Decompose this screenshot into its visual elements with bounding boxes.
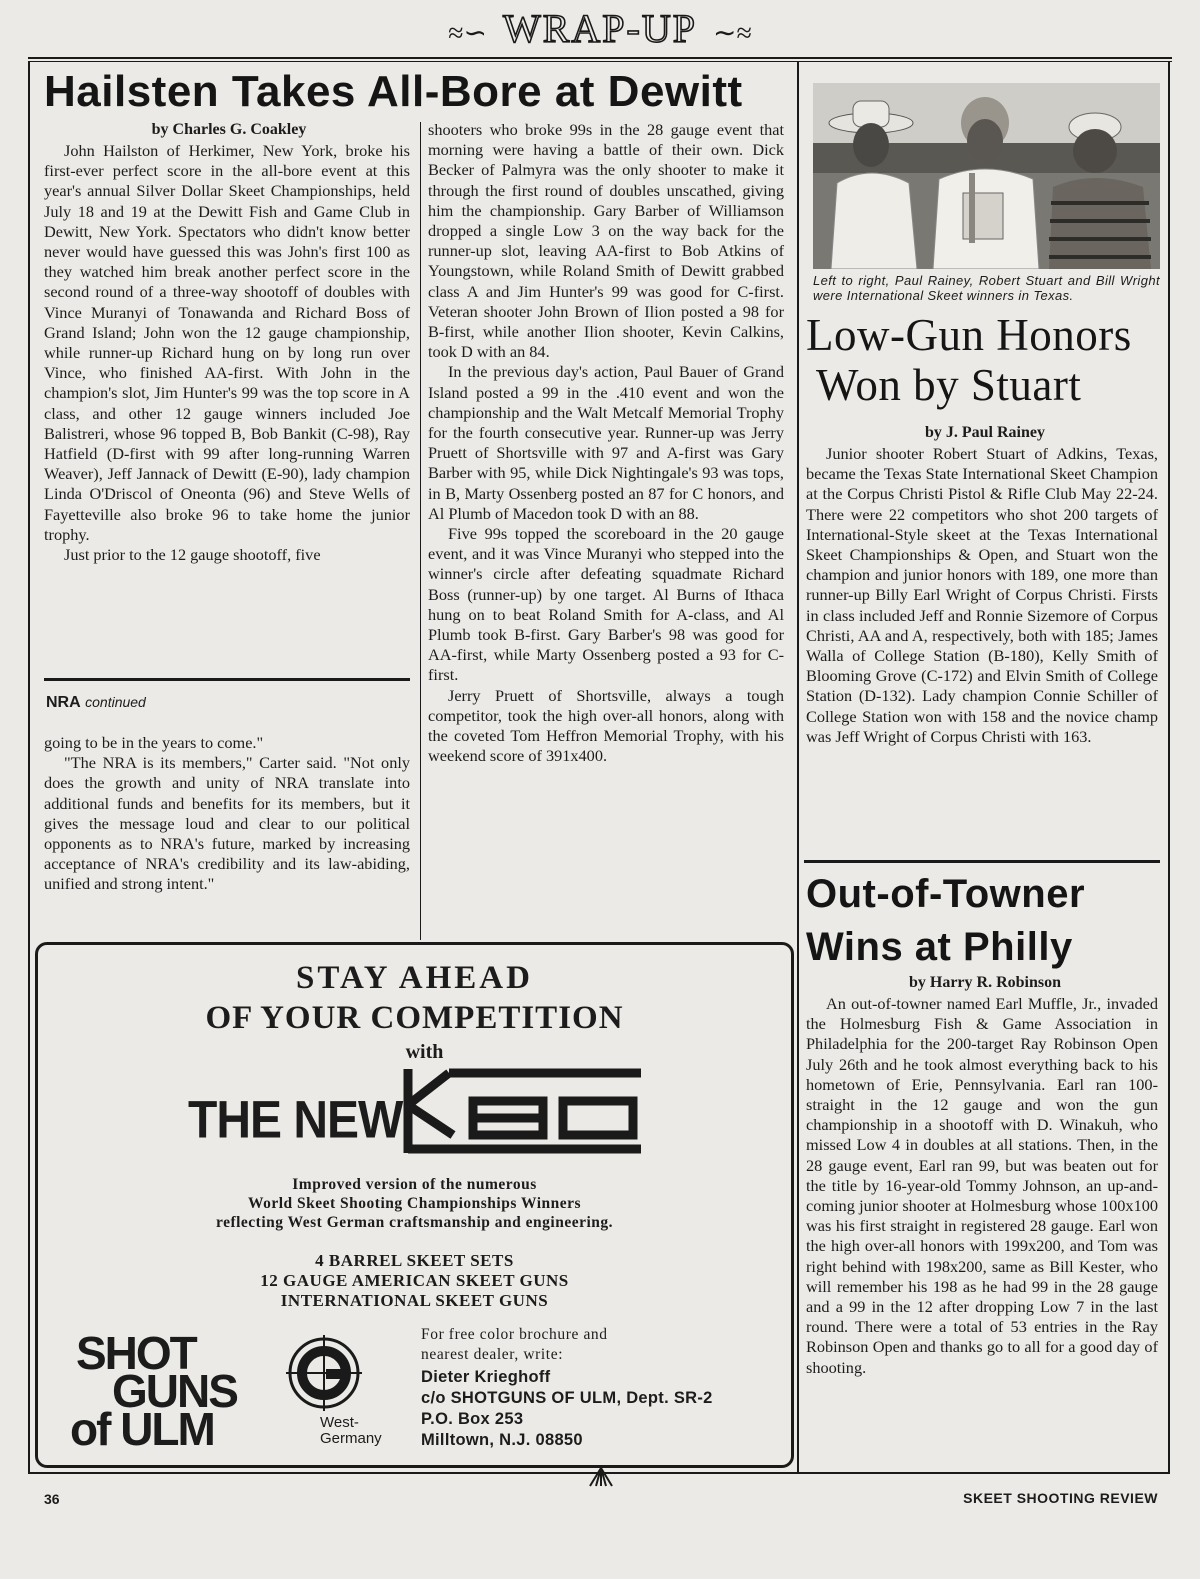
continued-label: continued [85, 694, 146, 710]
paragraph: Jerry Pruett of Shortsville, always a tough competitor, took the high over-all honors, along with the coveted Tom Heffron Memorial Trophy, with his weekend score of 391x400. [428, 685, 784, 766]
k80-logo-icon [403, 1065, 645, 1157]
paragraph: In the previous day's action, Paul Bauer of Grand Island posted a 99 in the .410 event and won the championship and the Walt Metcalf Memorial Trophy for the fourth consecutive year. Runner-up was Jerry Pruett of Shortsville with 97 and A-first was Gary Barber with 95, while Dick Nightingale's 93 was tops, in B, Marty Ossenberg posted an 87 for C honors, and Al Plumb of Macedon took D with an 88. [428, 362, 784, 523]
page-number: 36 [44, 1491, 60, 1507]
ad-product-1: 4 BARREL SKEET SETS [315, 1251, 514, 1270]
ad-desc-2: World Skeet Shooting Championships Winners [247, 1195, 582, 1212]
ad-desc-1: Improved version of the numerous [292, 1176, 537, 1193]
paragraph: "The NRA is its members," Carter said. "Not only does the growth and unity of NRA translate into additional funds and benefits for its members, but it gives the message loud and clear to our political opponents as to NRA's future, marked by increasing acceptance of NRA's credibility and its law-abiding, unified and strong intent." [44, 753, 410, 894]
right-column-divider [797, 61, 799, 1474]
logo-line-1: SHOT [76, 1327, 196, 1379]
logo-line-3: of ULM [70, 1403, 214, 1455]
paragraph: Just prior to the 12 gauge shootoff, five [64, 545, 321, 565]
address-line: P.O. Box 253 [421, 1410, 524, 1428]
logo-sub-line: West- [320, 1414, 359, 1431]
low-gun-headline [806, 310, 1164, 410]
nra-column [44, 733, 410, 895]
main-headline: Hailsten Takes All-Bore at Dewitt [44, 67, 743, 116]
paragraph: John Hailston of Herkimer, New York, broke his first-ever perfect score in the all-bore event at this year's annual Silver Dollar Skeet Championships, held July 18 and 19 at the Dewitt Fish and Game Club in Dewitt, New York. Spectators who didn't know better never would have guessed this was John's first 100 as they watched him break another perfect score in the second round of a three-way shootoff of doubles with Vince Muranyi of Tonawanda and Richard Boss of Grand Island; John won the 12 gauge championship, while runner-up Richard hung on by long run over Vince, who finished AA-first. With John in the champion's slot, Jim Hunter's 99 was the top score in A class, and other 12 gauge winners included Joe Balistreri, whose 96 topped B, Bob Bankit (C-98), Ray Hatfield (D-first with 99 after long-running Warren Weaver), Jeff Jannack of Dewitt (E-90), lady champion Linda O'Driscol of Oneonta (96) and Steve Wells of Fayetteville also broke 96 to take home the junior trophy. [44, 141, 410, 544]
paragraph: shooters who broke 99s in the 28 gauge event that morning were having a battle of their own. Dick Becker of Palmyra was the only shooter to make it through the first round of doubles unscathed, giving him the championship. Gary Barber of Williamson dropped a single Low 3 on the way back for the runner-up slot, leaving AA-first to Bob Atkins of Youngstown, while Roland Smith of Dewitt grabbed class A and Jim Hunter's 99 was good for C-first. Veteran shooter John Brown of Ilion posted a 98 for B-first, while another Ilion shooter, Kevin Calkins, took D with an 84. [428, 120, 784, 362]
contact-intro [421, 1325, 608, 1365]
contact-line: nearest dealer, write: [421, 1346, 564, 1363]
headline-line: Out-of-Towner [806, 872, 1086, 916]
winners-photo [813, 83, 1160, 269]
crosshair-icon [286, 1335, 362, 1411]
the-new-label: THE NEW [188, 1091, 403, 1150]
right-divider [804, 860, 1160, 863]
section-title [0, 6, 1200, 57]
k80-advertisement [35, 942, 794, 1468]
main-byline: by Charles G. Coakley [151, 121, 307, 138]
paragraph: Junior shooter Robert Stuart of Adkins, Texas, became the Texas State International Skeet Champion at the Corpus Christi Pistol & Rifle Club May 22-24. There were 22 competitors who shot 200 targets of International-Style skeet at the Texas International Skeet Championships & Open, and Stuart won the champion and junior honors with 189, one more than runner-up Billy Earl Wright of Corpus Christi. Firsts in class included Jeff and Ronnie Sizemore of Corpus Christi, AA and A, respectively, both with 185; James Walla of College Station (B-180), Kelly Smith of Blooming Grove (C-172) and Elvin Smith of College Station (D-132). Lady champion Connie Schiller of College Station won with 158 and the novice champ was Jeff Wright of Corpus Christi with 163. [806, 444, 1158, 746]
end-ornament-icon [586, 1466, 616, 1488]
article-column-1 [44, 141, 410, 565]
paragraph: Five 99s topped the scoreboard in the 20 gauge event, and it was Vince Muranyi who stepped into the winner's circle after defeating squadmate Richard Boss (runner-up) by one target. Al Burns of Ithaca hung on to beat Roland Smith for A-class, and Al Plumb took B-first. Gary Barber's 98 was good for AA-first, while Marty Ossenberg posted a 93 for C-first. [428, 524, 784, 685]
frame-left [28, 61, 30, 1474]
article-column-2 [428, 120, 784, 767]
paragraph: going to be in the years to come." [44, 733, 264, 752]
address-line: c/o SHOTGUNS OF ULM, Dept. SR-2 [421, 1389, 713, 1407]
header-rule-thin [28, 61, 1172, 62]
flourish-left-icon: ≈∽ [448, 18, 487, 49]
logo-line-2: GUNS [112, 1365, 237, 1417]
frame-right [1168, 61, 1170, 1474]
paragraph: An out-of-towner named Earl Muffle, Jr., invaded the Holmesburg Fish & Game Association in Philadelphia for the 200-target Ray Robinson Open July 26th and he took almost everything back to his hometown of Erie, Pennsylvania. Earl ran 100-straight in the 12 gauge and won the gun championship in a shootoff with D. Winakuh, who missed Low 4 in doubles at all stations. Then, in the 28 gauge event, Earl ran 99, but was beaten out for the title by 16-year-old Tommy Johnson, an up-and-coming junior shooter at Holmesburg whose 100x100 was his first straight in registered 28 gauge. Earl won the high over-all honors with 199x200, and Tom was right behind with 198x200, same as Bill Kester, who will remember his 198 as he had 99 in the 28 gauge and a 99 in the 12 after dropping Low 7 in the last round. There were a total of 53 entries in the Ray Robinson Open and thanks go to all for a good day of shooting. [806, 994, 1158, 1377]
philly-body [806, 994, 1158, 1378]
nra-label: NRA [46, 694, 81, 711]
publication-name: SKEET SHOOTING REVIEW [963, 1490, 1158, 1506]
address-line: Milltown, N.J. 08850 [421, 1431, 583, 1449]
shotguns-of-ulm-logo [68, 1327, 408, 1455]
address-line: Dieter Krieghoff [421, 1368, 551, 1386]
headline-line: Low-Gun Honors [806, 310, 1132, 360]
contact-line: For free color brochure and [421, 1326, 608, 1343]
low-gun-body [806, 444, 1158, 747]
k80-logo [403, 1065, 645, 1157]
contact-address [421, 1367, 713, 1451]
philly-byline: by Harry R. Robinson [908, 974, 1062, 991]
logo-subtitle [320, 1415, 382, 1447]
ad-product-2: 12 GAUGE AMERICAN SKEET GUNS [260, 1271, 569, 1290]
photo-caption: Left to right, Paul Rainey, Robert Stuart and Bill Wright were International Skeet winners in Texas. [813, 273, 1160, 303]
section-title-text: WRAP-UP [499, 6, 701, 51]
ad-product-3: INTERNATIONAL SKEET GUNS [280, 1291, 549, 1310]
philly-headline [806, 868, 1164, 974]
flourish-right-icon: ∼≈ [713, 18, 752, 49]
photo-image [813, 83, 1160, 269]
ad-headline-1: STAY AHEAD [296, 960, 533, 996]
header-rule [28, 57, 1172, 59]
left-column-divider [420, 122, 421, 940]
nra-divider [44, 678, 410, 681]
headline-line: Wins at Philly [806, 925, 1073, 969]
logo-sub-line: Germany [320, 1430, 382, 1447]
headline-line: Won by Stuart [816, 360, 1082, 410]
ad-with: with [405, 1041, 444, 1063]
ad-headline-2: OF YOUR COMPETITION [205, 1000, 624, 1036]
low-gun-byline: by J. Paul Rainey [924, 424, 1045, 441]
ad-desc-3: reflecting West German craftsmanship and engineering. [215, 1214, 614, 1231]
nra-continued-label [46, 694, 146, 712]
